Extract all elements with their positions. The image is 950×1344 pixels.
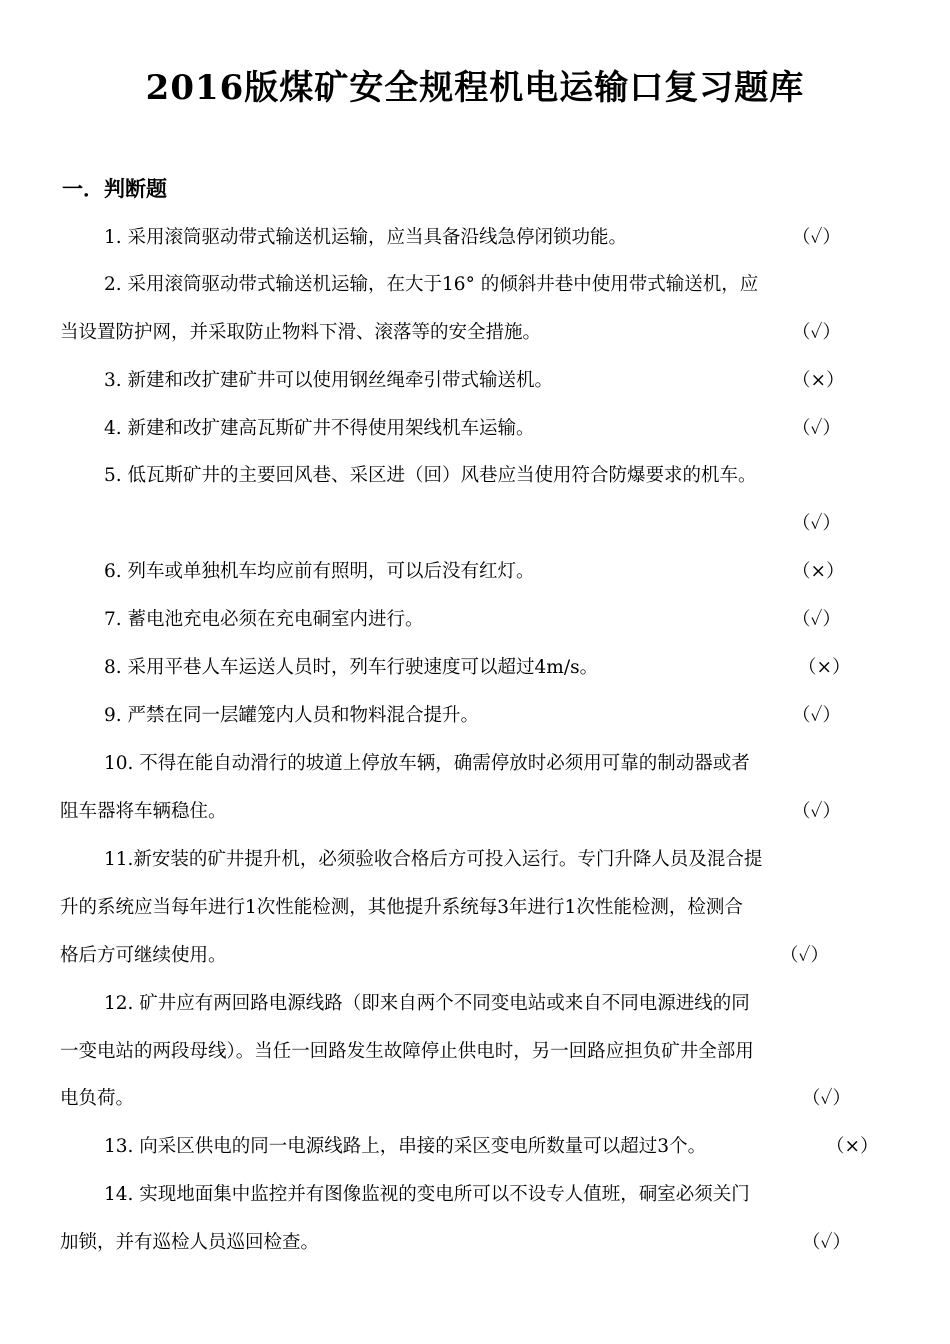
answer-mark: （✓） [802, 1088, 851, 1109]
question-line: 8. 采用平巷人车运送人员时，列车行驶速度可以超过4m/s。 [104, 657, 599, 678]
question-line: 升的系统应当每年进行1次性能检测，其他提升系统每3年进行1次性能检测，检测合 [60, 897, 743, 918]
answer-mark: （✓） [802, 1232, 851, 1253]
answer-mark: （×） [826, 1136, 879, 1157]
question-line: 12. 矿井应有两回路电源线路（即来自两个不同变电站或来自不同电源进线的同 [104, 993, 750, 1014]
question-line: 14. 实现地面集中监控并有图像监视的变电所可以不设专人值班，硐室必须关门 [104, 1184, 750, 1205]
question-line: 9. 严禁在同一层罐笼内人员和物料混合提升。 [104, 705, 480, 726]
question-line: 7. 蓄电池充电必须在充电硐室内进行。 [104, 609, 424, 630]
question-line: 加锁，并有巡检人员巡回检查。 [60, 1232, 320, 1253]
answer-mark: （✓） [780, 945, 829, 966]
question-line: 1. 采用滚筒驱动带式输送机运输，应当具备沿线急停闭锁功能。 [104, 227, 628, 248]
answer-mark: （✓） [792, 705, 841, 726]
question-line: 2. 采用滚筒驱动带式输送机运输，在大于16° 的倾斜井巷中使用带式输送机，应 [104, 274, 759, 295]
question-line: 3. 新建和改扩建矿井可以使用钢丝绳牵引带式输送机。 [104, 370, 554, 391]
question-line: 5. 低瓦斯矿井的主要回风巷、采区进（回）风巷应当使用符合防爆要求的机车。 [104, 465, 757, 486]
answer-mark: （×） [792, 370, 845, 391]
question-line: 4. 新建和改扩建高瓦斯矿井不得使用架线机车运输。 [104, 418, 535, 439]
answer-mark: （✓） [792, 418, 841, 439]
question-line: 格后方可继续使用。 [60, 945, 227, 966]
section-heading: 一．判断题 [62, 176, 167, 201]
answer-mark: （✓） [792, 322, 841, 343]
document-title: 2016版煤矿安全规程机电运输口复习题库 [145, 68, 805, 108]
question-line: 10. 不得在能自动滑行的坡道上停放车辆，确需停放时必须用可靠的制动器或者 [104, 753, 750, 774]
question-line: 当设置防护网，并采取防止物料下滑、滚落等的安全措施。 [60, 322, 542, 343]
answer-mark: （✓） [792, 801, 841, 822]
answer-mark: （✓） [792, 227, 841, 248]
question-line: 阻车器将车辆稳住。 [60, 801, 227, 822]
answer-mark: （×） [798, 657, 851, 678]
answer-mark: （×） [792, 561, 845, 582]
question-line: 13. 向采区供电的同一电源线路上，串接的采区变电所数量可以超过3个。 [104, 1136, 707, 1157]
question-line: 11.新安装的矿井提升机，必须验收合格后方可投入运行。专门升降人员及混合提 [104, 849, 763, 870]
question-line: 6. 列车或单独机车均应前有照明，可以后没有红灯。 [104, 561, 535, 582]
answer-mark: （✓） [792, 513, 841, 534]
answer-mark: （✓） [792, 609, 841, 630]
question-line: 电负荷。 [60, 1088, 135, 1109]
question-line: 一变电站的两段母线）。当任一回路发生故障停止供电时，另一回路应担负矿井全部用 [60, 1041, 754, 1062]
